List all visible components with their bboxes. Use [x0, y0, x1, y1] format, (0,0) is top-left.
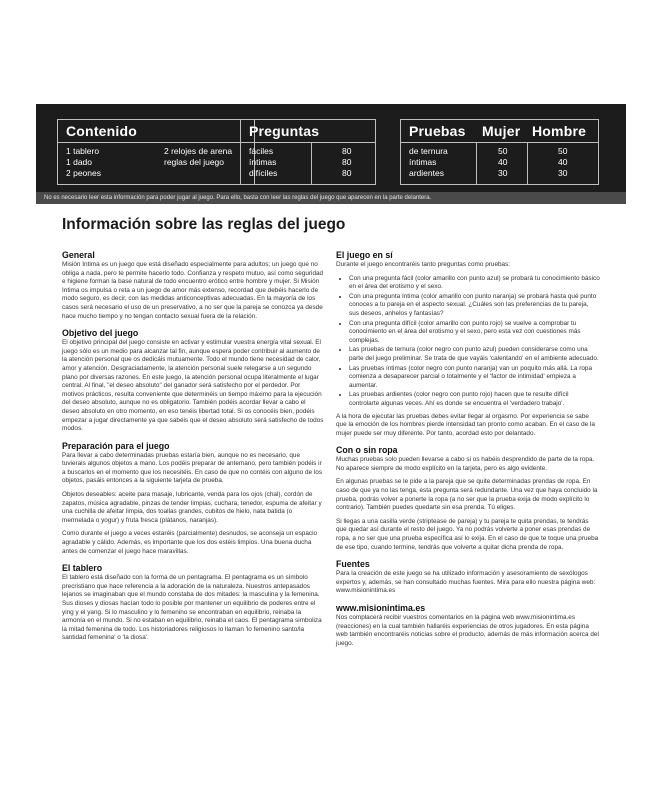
preguntas-value: 80: [342, 146, 352, 156]
paragraph: Misión Intima es un juego que está diseñado especialmente para adultos; un juego que no obliga a nada, pero te permite hacerlo todo. Confianza y respeto mutuo, así como seguridad e higiene forman la base natural de todo encuentro erótico entre hombre y mujer. Si Misión Intima os impulsa o reta a un juego de amor más extenso, recordad que debéis hacerlo de modo seguro, es decir, con las medidas anticonceptivas adecuadas. En la mayoría de los casos será necesario el uso de un preservativo, a no ser que la pareja se conozca ya desde hace mucho tiempo y no tengan contacto sexual fuera de la relación.: [62, 261, 324, 320]
paragraph: El tablero está diseñado con la forma de un pentagrama. El pentagrama es un símbolo precristiano que hace referencia a la adoración de la naturaleza. Nuestros antepasados lejanos se imaginaban que el mundo constaba de dos mitades: la masculina y la femenina. Sus dioses y diosas hacían todo lo posible por mantener un equilibrio de poderes entre el ying y el yang. Si lo masculino y lo femenino se encontraban en equilibrio, reinaba la armonía en el mundo. Si no estaban en equilibrio, reinaba el caos. El pentagrama simboliza la mitad femenina de todo. Los historiadores religiosos lo llaman 'lo femenino santo/la santidad femenina' o 'la diosa'.: [62, 574, 322, 642]
preguntas-label: íntimas: [249, 157, 277, 167]
contenido-item: 2 peones: [66, 168, 101, 178]
paragraph: Muchas pruebas solo pueden llevarse a cabo si os habéis desprendido de parte de la ropa. No aparece siempre de modo explícito en la tarjeta, pero es algo evidente.: [336, 456, 595, 472]
pruebas-mujer-value: 50: [498, 146, 508, 156]
preguntas-labels: [249, 146, 277, 179]
contenido-left-list: [66, 146, 101, 179]
right-column: [336, 250, 600, 653]
paragraph: Como durante el juego a veces estaréis (parcialmente) desnudos, se aconseja un espacio agradable y cálido. Además, es importante que los dos estéis limpios. Una buena ducha antes de comenzar el juego hace maravillas.: [62, 530, 318, 555]
pruebas-label: de ternura: [409, 146, 448, 156]
list-item: • Las pruebas de ternura (color negro con punto azul) pueden considerarse como una parte del juego preliminar. Se trata de que vayáis 'calentando' en el ambiente adecuado.: [349, 346, 600, 363]
contenido-item: 2 relojes de arena: [164, 146, 233, 156]
preguntas-label: fáciles: [249, 146, 274, 156]
pruebas-rule: [401, 142, 598, 143]
pruebas-box: [400, 119, 599, 185]
contenido-rule: [58, 142, 254, 143]
contenido-item: 1 tablero: [66, 146, 100, 156]
section-heading-sinropa: Con o sin ropa: [336, 445, 398, 456]
pruebas-hombre-value: 30: [558, 168, 568, 178]
paragraph: A la hora de ejecutar las pruebas debes evitar llegar al orgasmo. Por experiencia se sabe que la emoción de los hombres pierde intensidad tan pronto como acaban. En el caso de la mujer puede ser muy diferente. Por tanto, acordad esto por delantado.: [336, 412, 595, 437]
section-heading-web: www.misionintima.es: [336, 603, 426, 613]
pruebas-labels: [409, 146, 448, 179]
pruebas-hombre-value: 40: [558, 157, 568, 167]
pruebas-col-hombre: Hombre: [532, 123, 587, 139]
pruebas-hombre-value: 50: [558, 146, 568, 156]
left-column: [62, 250, 324, 648]
list-item: • Con una pregunta fácil (color amarillo con punto azul) se probará tu conocimiento básico en el área del erotismo y el sexo.: [349, 275, 600, 292]
paragraph: Para la creación de este juego se ha utilizado información y asesoramiento de sexólogos expertos y, además, se han consultado muchas fuentes. Mira para ello nuestra página web: www.misionintima.es: [336, 570, 596, 595]
list-item: • Las pruebas íntimas (color negro con punto naranja) van un poquito más allá. La ropa comienza a desaparecer parcial o totalmente y el 'factor de intimidad' empieza a aumentar.: [349, 365, 600, 391]
juego-list: [336, 275, 600, 409]
page-title: Información sobre las reglas del juego: [62, 216, 346, 233]
paragraph: Para llevar a cabo determinadas pruebas estaría bien, aunque no es necesario, que tuvierais algunos objetos a mano. Los podéis preparar de antemano, pero también podéis ir a buscarlos en el momento que los necesitéis. En caso de que no contéis con alguno de los objetos, pasáis entonces a la siguiente tarjeta de prueba.: [62, 451, 323, 485]
pruebas-divider-2: [527, 142, 528, 184]
pruebas-label: íntimas: [409, 157, 437, 167]
preguntas-label: difíciles: [249, 168, 278, 178]
preguntas-title: Preguntas: [249, 123, 320, 139]
paragraph: Objetos deseables: aceite para masaje, lubricante, venda para los ojos (chal), cordón de zapatos, música agradable, pinzas de tender limpias, cuchara, tenedor, espuma de afeitar y una cuchilla de afeitar limpia, dos toallas grandes, cubitos de hielo, nata batida (o mermelada o yogur) y fruta fresca (plátanos, naranjas).: [62, 491, 322, 524]
section-heading-fuentes: Fuentes: [336, 559, 370, 570]
preguntas-values: [342, 146, 351, 179]
paragraph: Nos complacerá recibir vuestros comentarios en la página web www.misionintima.es (reacciones) en la cual también hallaréis experiencias de otros jugadores. En esta página web también encontraréis noticias sobre el producto, además de más información acerca del juego.: [336, 614, 599, 647]
contenido-item: 1 dado: [66, 157, 92, 167]
contenido-title: Contenido: [66, 123, 138, 139]
paragraph: Si llegas a una casilla verde (striptease de pareja) y tu pareja te quita prendas, te tendrás que quedar así durante el resto del juego. Ya no podrás volverte a poner esas prendas de ropa, a no ser que una prueba específica así lo exija. En el caso de que te toque una prueba de ese tipo, cuando termine, tendrás que volverte a quitar dicha prenda de ropa.: [336, 517, 599, 551]
section-heading-general: General: [62, 250, 95, 260]
list-item: • Las pruebas ardientes (color negro con punto rojo) hacen que te resulte difícil controlarte algunas veces. Ahí es donde se encuentra el 'verdadero trabajo'.: [349, 391, 600, 408]
contenido-item: reglas del juego: [164, 157, 225, 167]
pruebas-col-mujer: Mujer: [482, 123, 521, 139]
contents-band: [36, 104, 626, 192]
list-item: • Con una pregunta íntima (color amarillo con punto naranja) se probará hasta qué punto conoces a tu pareja en el aspecto sexual. ¿Cuáles son las preferencias de tu pareja, sus deseos, anhelos y fantasías?: [349, 293, 600, 319]
paragraph: En algunas pruebas se le pide a la pareja que se quite determinadas prendas de ropa. En caso de que ya no las tenga, esta pregunta será redundante. Una vez que haya concluido la prueba, podrás volver a ponerte la ropa (a no ser que la prueba exija de modo explícito lo contrario). También puedes quedarte sin esa prenda. Tú eliges.: [336, 478, 598, 512]
pruebas-label: ardientes: [409, 168, 444, 178]
contenido-box: [57, 119, 255, 185]
pruebas-divider-1: [476, 142, 477, 184]
paragraph: Durante el juego encontraréis tanto preguntas como pruebas:: [336, 261, 511, 268]
pruebas-mujer-values: [498, 146, 507, 179]
pruebas-title: Pruebas: [409, 123, 466, 139]
pruebas-hombre-values: [558, 146, 567, 179]
section-heading-tablero: El tablero: [62, 563, 103, 574]
pruebas-mujer-value: 40: [498, 157, 508, 167]
preguntas-box: [240, 119, 376, 185]
preguntas-rule: [241, 142, 375, 143]
pruebas-mujer-value: 30: [498, 168, 508, 178]
contenido-right-list: [164, 146, 232, 168]
preguntas-value: 80: [342, 168, 352, 178]
section-heading-preparacion: Preparación para el juego: [62, 440, 170, 451]
list-item: • Con una pregunta difícil (color amarillo con punto rojo) se vuelve a comprobar tu conocimiento en el área del erotismo y el sexo, pero esta vez con cuestiones más complejas.: [349, 320, 600, 346]
preguntas-divider: [311, 142, 312, 184]
section-heading-juego: El juego en sí: [336, 250, 393, 260]
notice-bar: No es necesario leer esta información para poder jugar al juego. Para ello, basta con leer las reglas del juego que aparecen en la parte delantera.: [36, 192, 626, 204]
paragraph: El objetivo principal del juego consiste en activar y estimular vuestra energía vital sexual. El juego sólo es un medio para alcanzar tal fin, aunque espera poder contribuir al aumento de la atención personal que os dedicáis mutuamente. Todo el mundo tiene necesidad de calor, amor y atención. Desgraciadamente, la atención personal suele relegarse a un segundo plano por diversas razones. En este juego, la atención personal ocupa literalmente el lugar central. Al final, "el deseo absoluto" del ganador será satisfecho por el perdedor. Por motivos prácticos, resulta conveniente que determinéis un tiempo máximo para la ejecución del deseo absoluto, aunque no es obligatorio. También podéis acordar llevar a cabo el deseo absoluto en otro momento, en eso tenéis libertad total. Si os conocéis bien, podéis empezar a jugar directamente ya que sabéis que el deseo absoluto será satisfecho de todos modos.: [62, 339, 324, 433]
section-heading-objetivo: Objetivo del juego: [62, 328, 139, 339]
preguntas-value: 80: [342, 157, 352, 167]
